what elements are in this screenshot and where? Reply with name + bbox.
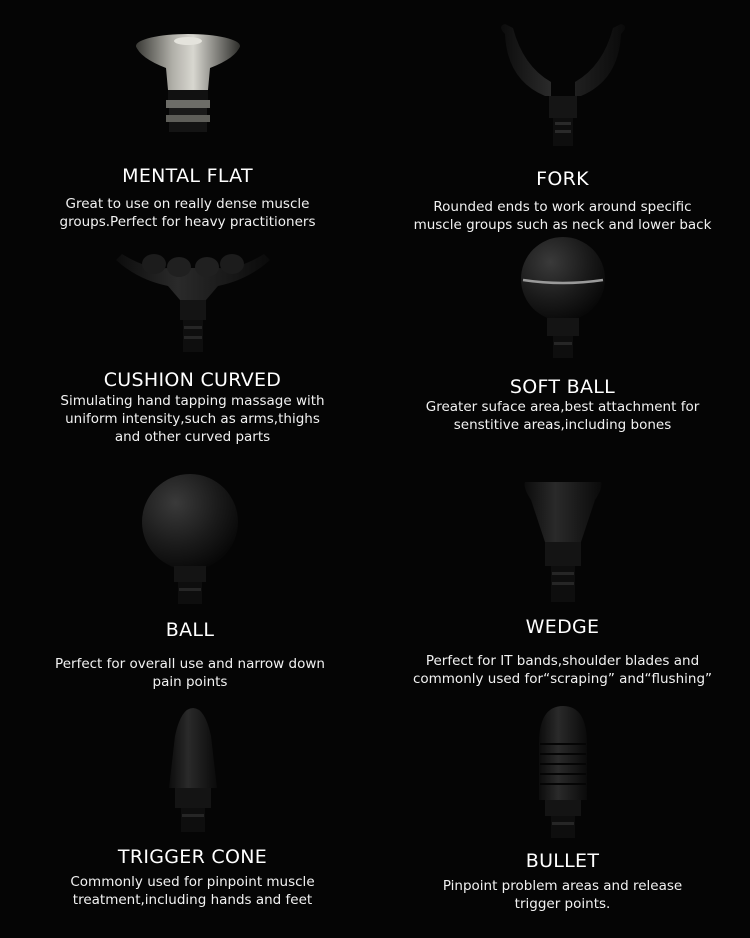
cushion-curved-head-icon — [108, 240, 278, 360]
attachment-card-ball — [0, 472, 380, 691]
attachment-title: BULLET — [525, 850, 600, 872]
attachment-title: SOFT BALL — [509, 376, 616, 398]
attachment-card-mental-flat — [0, 28, 375, 231]
attachment-card-cushion-curved — [0, 240, 385, 446]
attachment-title: WEDGE — [525, 616, 600, 638]
bullet-head-icon — [483, 704, 643, 840]
soft-ball-head-icon — [483, 234, 643, 364]
attachment-title: CUSHION CURVED — [103, 369, 282, 391]
attachment-description: Rounded ends to work around specific muscle groups such as neck and lower back — [413, 199, 712, 233]
attachment-description: Perfect for IT bands,shoulder blades and commonly used for“scraping” and“flushing” — [412, 653, 713, 687]
attachment-card-bullet — [375, 704, 750, 913]
attachment-description: Pinpoint problem areas and release trigger points. — [442, 878, 683, 912]
attachment-description: Great to use on really dense muscle groups.Perfect for heavy practitioners — [59, 196, 316, 230]
attachment-description: Greater suface area,best attachment for senstitive areas,including bones — [425, 399, 700, 433]
attachment-card-soft-ball — [375, 234, 750, 434]
attachment-card-fork — [375, 22, 750, 234]
wedge-head-icon — [483, 478, 643, 608]
attachment-title: TRIGGER CONE — [117, 846, 268, 868]
attachment-description: Commonly used for pinpoint muscle treatment,including hands and feet — [70, 874, 315, 908]
attachment-description: Perfect for overall use and narrow down pain points — [55, 656, 325, 690]
fork-head-icon — [483, 22, 643, 152]
trigger-cone-head-icon — [113, 706, 273, 836]
attachment-description: Simulating hand tapping massage with uniform intensity,such as arms,thighs and other curved parts — [60, 393, 325, 445]
attachment-card-wedge — [375, 478, 750, 688]
attachment-title: MENTAL FLAT — [122, 165, 253, 187]
attachment-title: BALL — [165, 619, 215, 641]
ball-head-icon — [110, 472, 270, 607]
attachment-card-trigger-cone — [0, 706, 385, 909]
attachment-title: FORK — [536, 168, 589, 190]
mental-flat-head-icon — [108, 28, 268, 153]
